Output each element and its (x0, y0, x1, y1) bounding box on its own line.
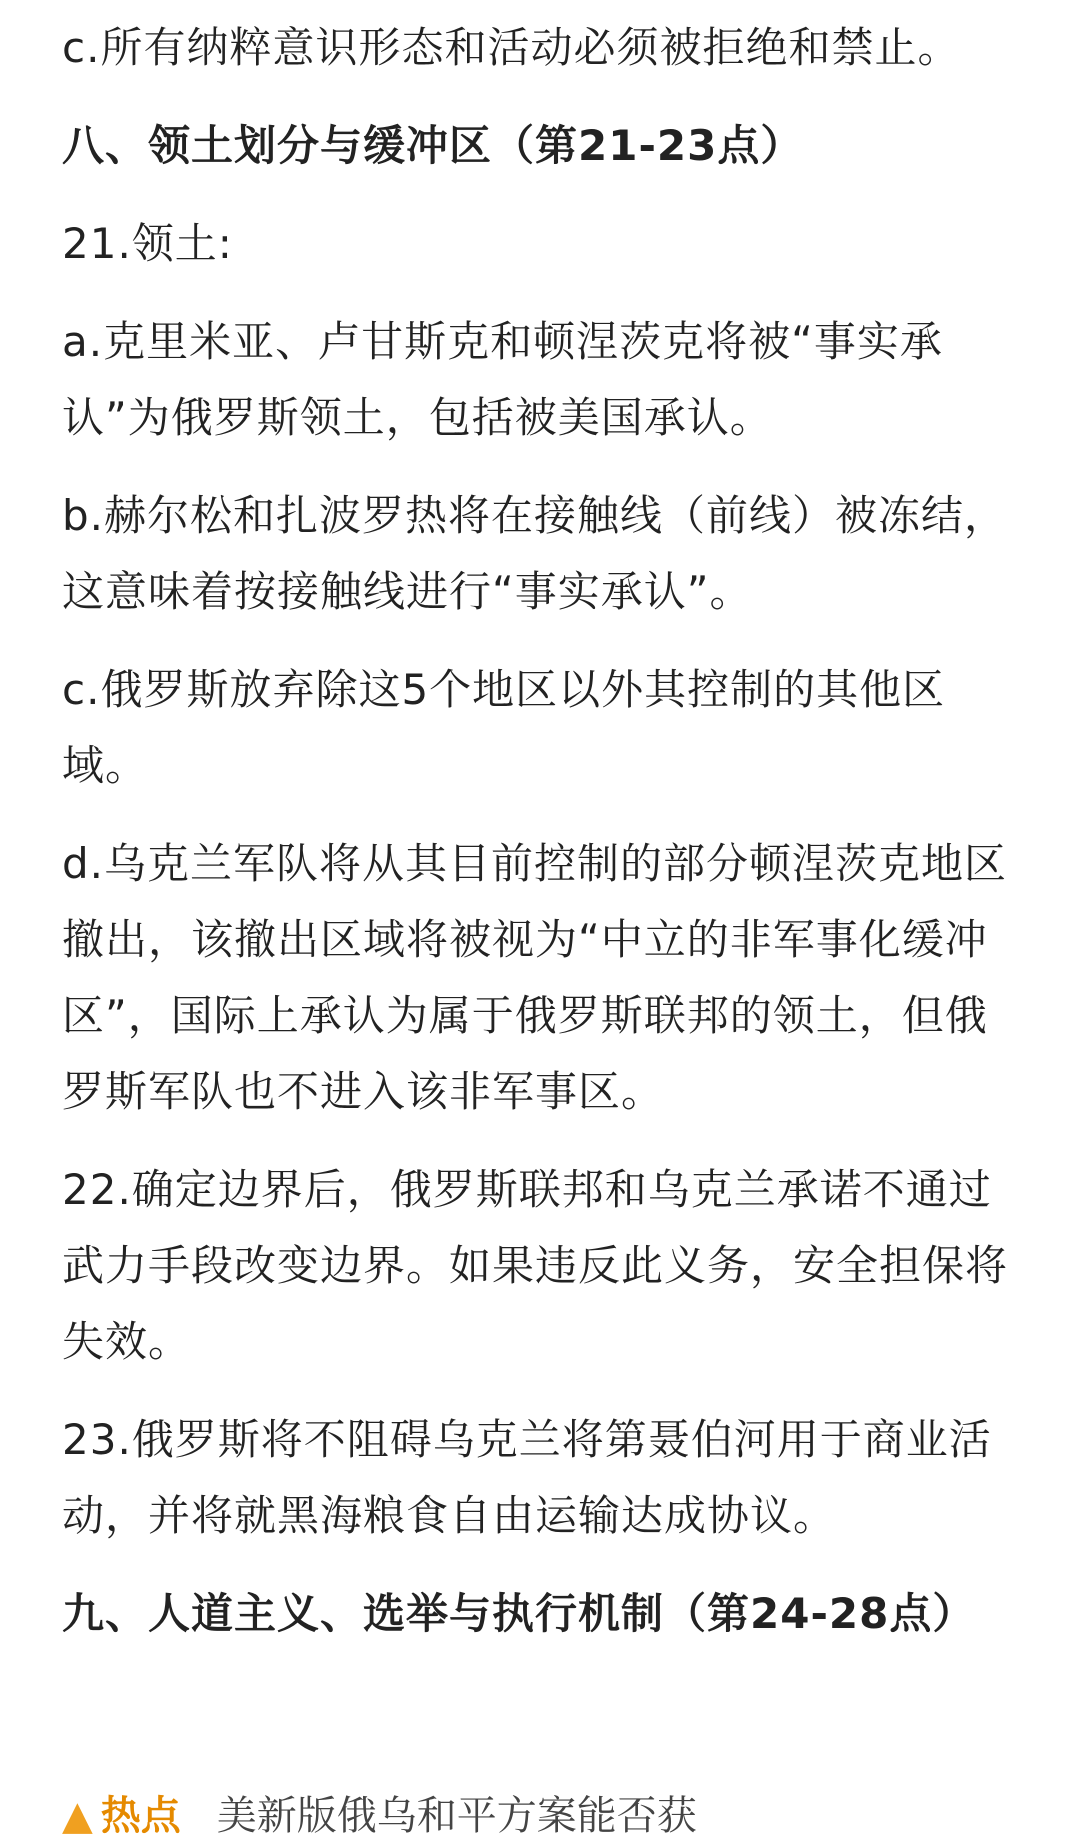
paragraph-c-nazi: c.所有纳粹意识形态和活动必须被拒绝和禁止。 (62, 23, 961, 72)
paragraph-21-d: d.乌克兰军队将从其目前控制的部分顿涅茨克地区撤出，该撤出区域将被视为“中立的非军事化缓冲区”，国际上承认为属于俄罗斯联邦的领土，但俄罗斯军队也不进入该非军事区。 (62, 839, 1008, 1116)
paragraph-21-a: a.克里米亚、卢甘斯克和顿涅茨克将被“事实承认”为俄罗斯领土，包括被美国承认。 (62, 317, 943, 442)
paragraph-21-title: 21.领土: (62, 219, 233, 268)
article-body (62, 0, 1022, 1775)
hot-topic-link[interactable] (62, 1782, 1022, 1839)
section-heading-territory: 八、领土划分与缓冲区（第21-23点） (62, 121, 804, 170)
hot-topic-label: 热点 (100, 1793, 181, 1839)
highlight-icon: ▲ (62, 1793, 93, 1839)
paragraph-21-c: c.俄罗斯放弃除这5个地区以外其控制的其他区域。 (62, 665, 946, 790)
section-heading-humanitarian: 九、人道主义、选举与执行机制（第24-28点） (62, 1589, 976, 1638)
hot-topic-text: 美新版俄乌和平方案能否获 (216, 1793, 697, 1839)
paragraph-23: 23.俄罗斯将不阻碍乌克兰将第聂伯河用于商业活动，并将就黑海粮食自由运输达成协议。 (62, 1415, 992, 1540)
paragraph-21-b: b.赫尔松和扎波罗热将在接触线（前线）被冻结，这意味着按接触线进行“事实承认”。 (62, 491, 1008, 616)
paragraph-22: 22.确定边界后，俄罗斯联邦和乌克兰承诺不通过武力手段改变边界。如果违反此义务，安全担保将失效。 (62, 1165, 1009, 1366)
